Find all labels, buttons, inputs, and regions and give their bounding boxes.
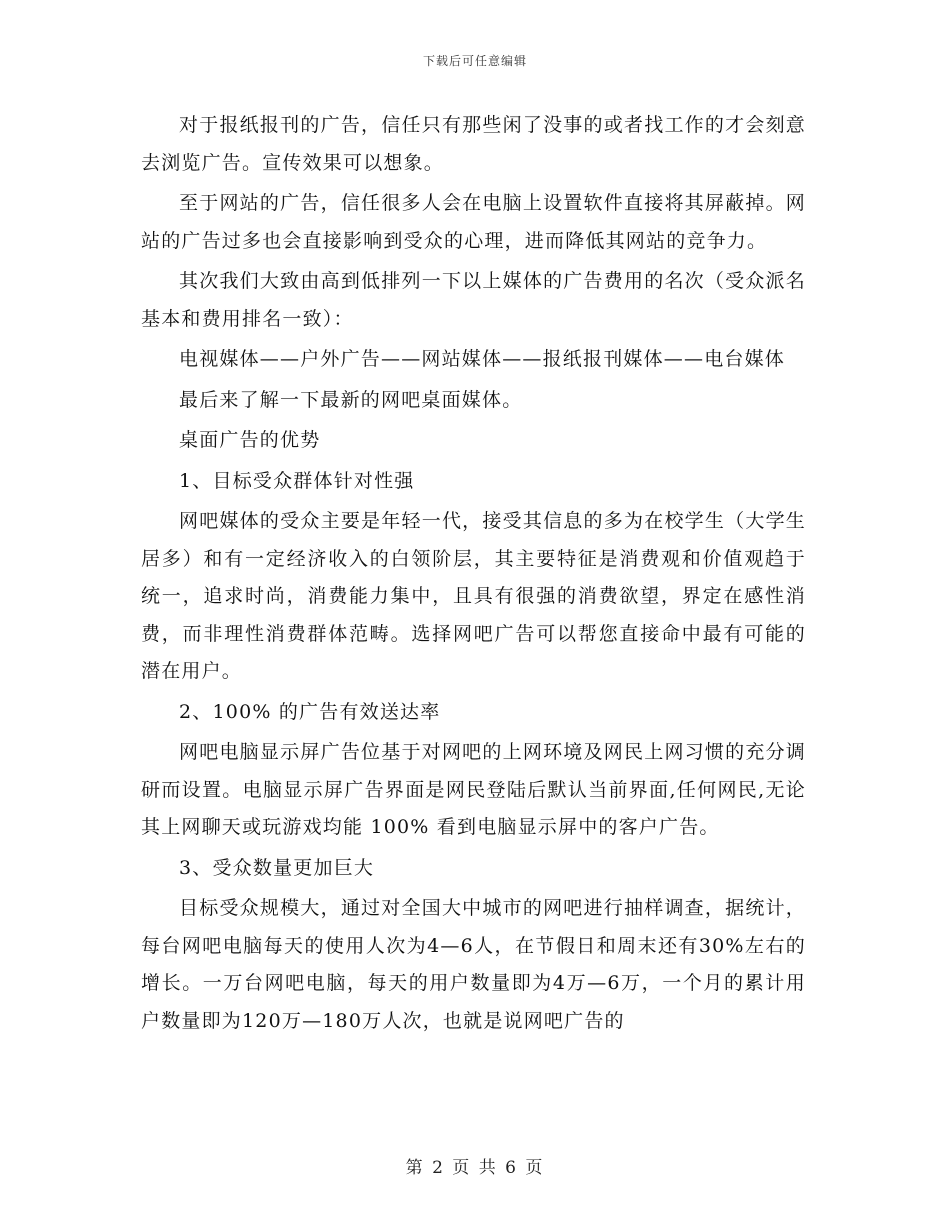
document-body [141,107,806,1043]
page-footer: 第 2 页 共 6 页 [405,1158,545,1178]
subheading-audience-size: 3、受众数量更加巨大 [179,856,375,879]
section-heading-advantages: 桌面广告的优势 [179,429,321,451]
subheading-target-audience: 1、目标受众群体针对性强 [179,469,415,492]
paragraph-target-audience: 网吧媒体的受众主要是年轻一代，接受其信息的多为在校学生（大学生居多）和有一定经济收入的白领阶层，其主要特征是消费观和价值观趋于统一，追求时尚，消费能力集中，且具有很强的消费欲望，界定在感性消费，而非理性消费群体范畴。选择网吧广告可以帮您直接命中最有可能的潜在用户。 [141,510,806,682]
paragraph-delivery-rate: 网吧电脑显示屏广告位基于对网吧的上网环境及网民上网习惯的充分调研而设置。电脑显示屏广告界面是网民登陆后默认当前界面,任何网民,无论其上网聊天或玩游戏均能 100% 看到电脑显示屏中的客户广告。 [141,741,806,838]
subheading-delivery-rate: 2、100% 的广告有效送达率 [179,700,441,723]
paragraph-netbar-intro: 最后来了解一下最新的网吧桌面媒体。 [179,388,523,411]
paragraph-newspaper-ads: 对于报纸报刊的广告，信任只有那些闲了没事的或者找工作的才会刻意去浏览广告。宣传效果可以想象。 [141,114,806,174]
paragraph-ad-cost-ranking: 其次我们大致由高到低排列一下以上媒体的广告费用的名次（受众派名基本和费用排名一致）： [141,270,806,330]
paragraph-media-order: 电视媒体——户外广告——网站媒体——报纸报刊媒体——电台媒体 [179,348,786,370]
page-header: 下载后可任意编辑 [422,54,527,68]
paragraph-website-ads: 至于网站的广告，信任很多人会在电脑上设置软件直接将其屏蔽掉。网站的广告过多也会直接影响到受众的心理，进而降低其网站的竞争力。 [141,192,806,252]
paragraph-audience-size: 目标受众规模大，通过对全国大中城市的网吧进行抽样调查，据统计，每台网吧电脑每天的使用人次为4—6人，在节假日和周末还有30%左右的增长。一万台网吧电脑，每天的用户数量即为4万—6万，一个月的累计用户数量即为120万—180万人次，也就是说网吧广告的 [141,897,806,1032]
